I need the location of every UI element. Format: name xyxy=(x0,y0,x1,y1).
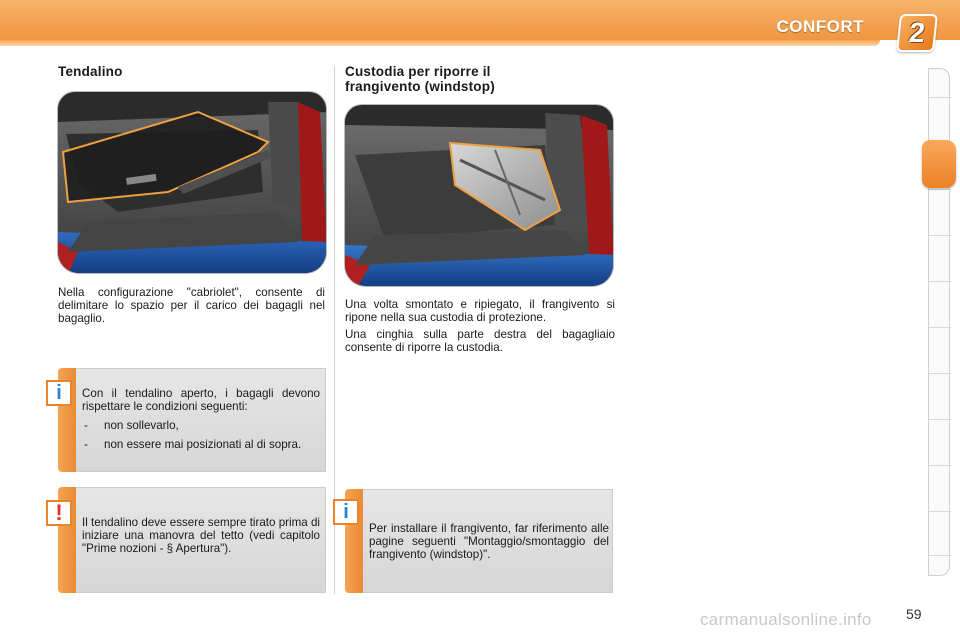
info-icon: i xyxy=(333,499,359,525)
list-dash: - xyxy=(84,438,88,451)
warning-note-tendalino xyxy=(55,487,326,593)
chapter-number: 2 xyxy=(907,17,927,48)
list-item xyxy=(82,419,320,432)
info-note-windstop-text: Per installare il frangivento, far riferimento alle pagine seguenti "Montaggio/smontaggio del frangivento (windstop)". xyxy=(369,522,609,561)
info-icon: i xyxy=(46,380,72,406)
tab-divider xyxy=(929,235,951,236)
page-number: 59 xyxy=(906,606,922,622)
photo-tendalino xyxy=(57,91,327,274)
info-note-text xyxy=(82,387,320,451)
info-note-tendalino xyxy=(58,368,326,472)
tendalino-description: Nella configurazione "cabriolet", consente di delimitare lo spazio per il carico dei bagagli nel bagaglio. xyxy=(58,286,325,325)
warning-icon: ! xyxy=(46,500,72,526)
heading-line: frangivento (windstop) xyxy=(345,79,495,94)
tab-divider xyxy=(929,281,951,282)
page-header xyxy=(0,0,960,52)
tab-divider xyxy=(929,511,951,512)
photo-windstop-bag xyxy=(344,104,614,287)
custodia-description-2: Una cinghia sulla parte destra del bagagliaio consente di riporre la custodia. xyxy=(345,328,615,354)
list-item xyxy=(82,438,320,451)
chapter-title: CONFORT xyxy=(776,17,864,36)
chapter-badge xyxy=(896,14,938,52)
tab-divider xyxy=(929,327,951,328)
tab-divider xyxy=(929,97,951,98)
info-note-intro: Con il tendalino aperto, i bagagli devono rispettare le condizioni seguenti: xyxy=(82,387,320,413)
tab-divider xyxy=(929,465,951,466)
warning-note-text: Il tendalino deve essere sempre tirato prima di iniziare una manovra del tetto (vedi capitolo "Prime nozioni - § Apertura"). xyxy=(82,516,320,555)
section-heading-custodia xyxy=(345,64,495,94)
tab-divider xyxy=(929,373,951,374)
section-heading-tendalino: Tendalino xyxy=(58,64,123,79)
list-dash: - xyxy=(84,419,88,432)
list-item-text: non sollevarlo, xyxy=(104,419,179,432)
header-stripe xyxy=(0,40,880,46)
info-note-list xyxy=(82,419,320,451)
watermark: carmanualsonline.info xyxy=(700,610,872,629)
tab-divider xyxy=(929,555,951,556)
tab-divider xyxy=(929,189,951,190)
heading-line: Custodia per riporre il xyxy=(345,64,491,79)
info-note-windstop xyxy=(345,489,613,593)
active-chapter-tab[interactable] xyxy=(922,140,956,188)
list-item-text: non essere mai posizionati al di sopra. xyxy=(104,438,302,451)
custodia-description-1: Una volta smontato e ripiegato, il frangivento si ripone nella sua custodia di protezione. xyxy=(345,298,615,324)
tab-divider xyxy=(929,419,951,420)
